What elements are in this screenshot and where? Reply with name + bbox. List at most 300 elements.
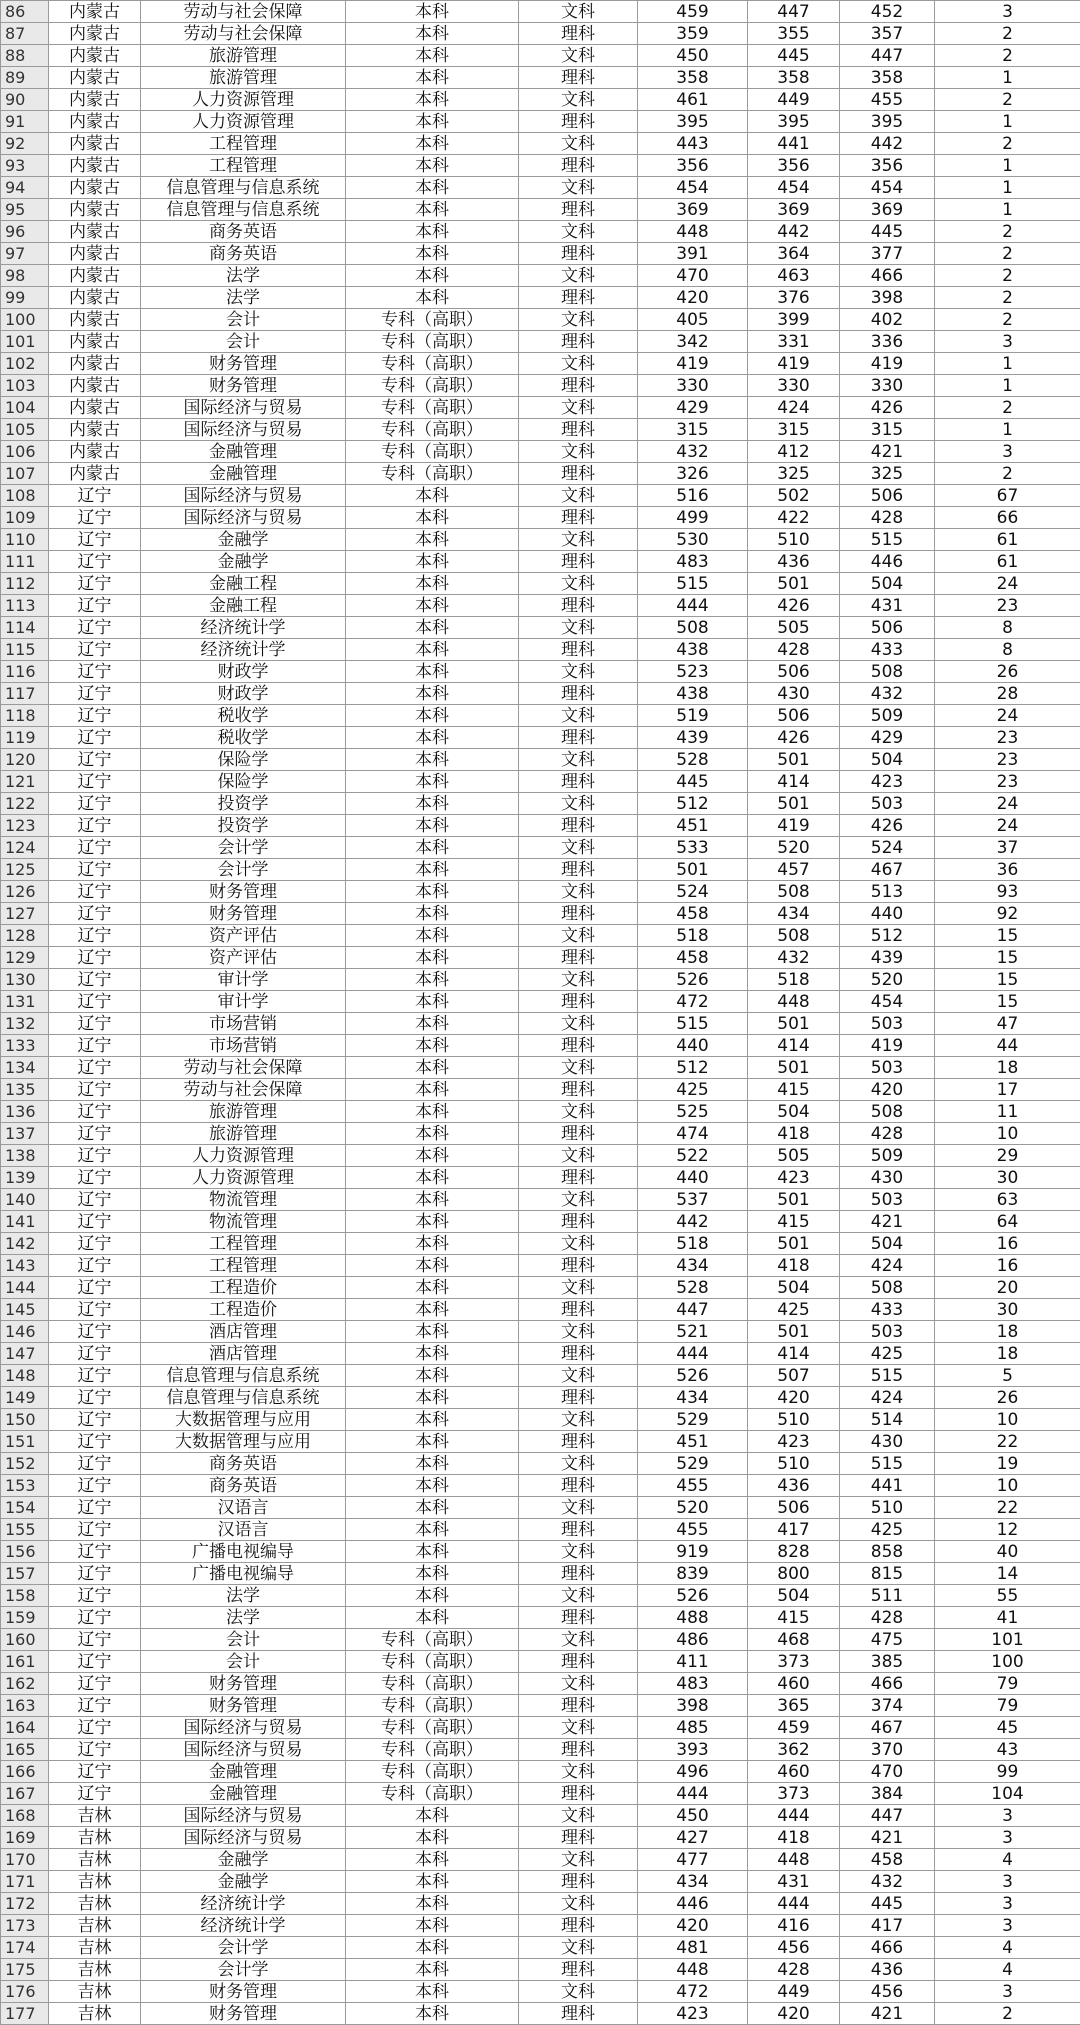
avg-score-cell[interactable]: 425 — [840, 1519, 935, 1541]
level-cell[interactable]: 本科 — [346, 617, 519, 639]
level-cell[interactable]: 专科（高职） — [346, 1629, 519, 1651]
level-cell[interactable]: 本科 — [346, 1255, 519, 1277]
level-cell[interactable]: 本科 — [346, 1805, 519, 1827]
min-score-cell[interactable]: 510 — [748, 529, 840, 551]
min-score-cell[interactable]: 416 — [748, 1915, 840, 1937]
min-score-cell[interactable]: 448 — [748, 991, 840, 1013]
count-cell[interactable]: 45 — [935, 1717, 1080, 1739]
table-row[interactable] — [1, 375, 1080, 397]
count-cell[interactable]: 1 — [935, 155, 1080, 177]
major-cell[interactable]: 财务管理 — [141, 353, 346, 375]
max-score-cell[interactable]: 501 — [638, 859, 748, 881]
max-score-cell[interactable]: 461 — [638, 89, 748, 111]
avg-score-cell[interactable]: 436 — [840, 1959, 935, 1981]
min-score-cell[interactable]: 426 — [748, 727, 840, 749]
avg-score-cell[interactable]: 504 — [840, 1233, 935, 1255]
max-score-cell[interactable]: 330 — [638, 375, 748, 397]
max-score-cell[interactable]: 515 — [638, 573, 748, 595]
count-cell[interactable]: 64 — [935, 1211, 1080, 1233]
table-row[interactable] — [1, 947, 1080, 969]
min-score-cell[interactable]: 520 — [748, 837, 840, 859]
province-cell[interactable]: 内蒙古 — [49, 397, 141, 419]
table-row[interactable] — [1, 507, 1080, 529]
table-row[interactable] — [1, 1871, 1080, 1893]
max-score-cell[interactable]: 521 — [638, 1321, 748, 1343]
level-cell[interactable]: 专科（高职） — [346, 1739, 519, 1761]
avg-score-cell[interactable]: 369 — [840, 199, 935, 221]
row-number[interactable]: 157 — [1, 1563, 49, 1585]
province-cell[interactable]: 内蒙古 — [49, 111, 141, 133]
province-cell[interactable]: 内蒙古 — [49, 133, 141, 155]
province-cell[interactable]: 内蒙古 — [49, 243, 141, 265]
category-cell[interactable]: 文科 — [519, 1233, 638, 1255]
category-cell[interactable]: 文科 — [519, 793, 638, 815]
max-score-cell[interactable]: 481 — [638, 1937, 748, 1959]
category-cell[interactable]: 文科 — [519, 881, 638, 903]
table-row[interactable] — [1, 243, 1080, 265]
row-number[interactable]: 121 — [1, 771, 49, 793]
min-score-cell[interactable]: 507 — [748, 1365, 840, 1387]
max-score-cell[interactable]: 359 — [638, 23, 748, 45]
category-cell[interactable]: 理科 — [519, 331, 638, 353]
row-number[interactable]: 93 — [1, 155, 49, 177]
province-cell[interactable]: 吉林 — [49, 1849, 141, 1871]
level-cell[interactable]: 本科 — [346, 925, 519, 947]
province-cell[interactable]: 内蒙古 — [49, 353, 141, 375]
province-cell[interactable]: 辽宁 — [49, 1277, 141, 1299]
category-cell[interactable]: 文科 — [519, 705, 638, 727]
row-number[interactable]: 176 — [1, 1981, 49, 2003]
avg-score-cell[interactable]: 429 — [840, 727, 935, 749]
avg-score-cell[interactable]: 466 — [840, 1937, 935, 1959]
major-cell[interactable]: 金融工程 — [141, 595, 346, 617]
row-number[interactable]: 98 — [1, 265, 49, 287]
count-cell[interactable]: 10 — [935, 1409, 1080, 1431]
major-cell[interactable]: 金融管理 — [141, 441, 346, 463]
level-cell[interactable]: 专科（高职） — [346, 463, 519, 485]
table-row[interactable] — [1, 1233, 1080, 1255]
table-row[interactable] — [1, 1563, 1080, 1585]
min-score-cell[interactable]: 506 — [748, 705, 840, 727]
min-score-cell[interactable]: 445 — [748, 45, 840, 67]
row-number[interactable]: 86 — [1, 1, 49, 23]
level-cell[interactable]: 本科 — [346, 265, 519, 287]
category-cell[interactable]: 理科 — [519, 111, 638, 133]
category-cell[interactable]: 理科 — [519, 727, 638, 749]
avg-score-cell[interactable]: 424 — [840, 1255, 935, 1277]
avg-score-cell[interactable]: 445 — [840, 1893, 935, 1915]
province-cell[interactable]: 辽宁 — [49, 1629, 141, 1651]
major-cell[interactable]: 资产评估 — [141, 947, 346, 969]
major-cell[interactable]: 信息管理与信息系统 — [141, 1387, 346, 1409]
table-row[interactable] — [1, 925, 1080, 947]
province-cell[interactable]: 吉林 — [49, 1871, 141, 1893]
table-row[interactable] — [1, 1145, 1080, 1167]
row-number[interactable]: 167 — [1, 1783, 49, 1805]
row-number[interactable]: 103 — [1, 375, 49, 397]
major-cell[interactable]: 劳动与社会保障 — [141, 1079, 346, 1101]
major-cell[interactable]: 人力资源管理 — [141, 1145, 346, 1167]
min-score-cell[interactable]: 325 — [748, 463, 840, 485]
row-number[interactable]: 116 — [1, 661, 49, 683]
province-cell[interactable]: 内蒙古 — [49, 89, 141, 111]
avg-score-cell[interactable]: 458 — [840, 1849, 935, 1871]
level-cell[interactable]: 本科 — [346, 1563, 519, 1585]
count-cell[interactable]: 43 — [935, 1739, 1080, 1761]
category-cell[interactable]: 理科 — [519, 1343, 638, 1365]
category-cell[interactable]: 理科 — [519, 463, 638, 485]
major-cell[interactable]: 经济统计学 — [141, 639, 346, 661]
province-cell[interactable]: 辽宁 — [49, 617, 141, 639]
max-score-cell[interactable]: 438 — [638, 639, 748, 661]
min-score-cell[interactable]: 501 — [748, 1233, 840, 1255]
category-cell[interactable]: 文科 — [519, 1893, 638, 1915]
avg-score-cell[interactable]: 467 — [840, 1717, 935, 1739]
count-cell[interactable]: 92 — [935, 903, 1080, 925]
category-cell[interactable]: 文科 — [519, 1497, 638, 1519]
category-cell[interactable]: 理科 — [519, 1211, 638, 1233]
province-cell[interactable]: 辽宁 — [49, 1563, 141, 1585]
min-score-cell[interactable]: 502 — [748, 485, 840, 507]
level-cell[interactable]: 本科 — [346, 661, 519, 683]
max-score-cell[interactable]: 526 — [638, 1365, 748, 1387]
avg-score-cell[interactable]: 445 — [840, 221, 935, 243]
row-number[interactable]: 88 — [1, 45, 49, 67]
max-score-cell[interactable]: 515 — [638, 1013, 748, 1035]
province-cell[interactable]: 辽宁 — [49, 1761, 141, 1783]
table-row[interactable] — [1, 1101, 1080, 1123]
row-number[interactable]: 96 — [1, 221, 49, 243]
level-cell[interactable]: 本科 — [346, 1937, 519, 1959]
table-row[interactable] — [1, 1673, 1080, 1695]
min-score-cell[interactable]: 399 — [748, 309, 840, 331]
count-cell[interactable]: 2 — [935, 89, 1080, 111]
province-cell[interactable]: 辽宁 — [49, 1585, 141, 1607]
count-cell[interactable]: 14 — [935, 1563, 1080, 1585]
avg-score-cell[interactable]: 440 — [840, 903, 935, 925]
category-cell[interactable]: 文科 — [519, 45, 638, 67]
major-cell[interactable]: 商务英语 — [141, 1453, 346, 1475]
table-row[interactable] — [1, 265, 1080, 287]
max-score-cell[interactable]: 526 — [638, 1585, 748, 1607]
category-cell[interactable]: 理科 — [519, 419, 638, 441]
category-cell[interactable]: 文科 — [519, 573, 638, 595]
row-number[interactable]: 114 — [1, 617, 49, 639]
category-cell[interactable]: 文科 — [519, 749, 638, 771]
table-row[interactable] — [1, 177, 1080, 199]
max-score-cell[interactable]: 499 — [638, 507, 748, 529]
avg-score-cell[interactable]: 428 — [840, 1123, 935, 1145]
avg-score-cell[interactable]: 402 — [840, 309, 935, 331]
table-row[interactable] — [1, 617, 1080, 639]
row-number[interactable]: 112 — [1, 573, 49, 595]
level-cell[interactable]: 本科 — [346, 1541, 519, 1563]
table-row[interactable] — [1, 45, 1080, 67]
avg-score-cell[interactable]: 424 — [840, 1387, 935, 1409]
row-number[interactable]: 113 — [1, 595, 49, 617]
level-cell[interactable]: 本科 — [346, 1123, 519, 1145]
level-cell[interactable]: 本科 — [346, 1211, 519, 1233]
category-cell[interactable]: 理科 — [519, 1959, 638, 1981]
max-score-cell[interactable]: 342 — [638, 331, 748, 353]
table-row[interactable] — [1, 969, 1080, 991]
category-cell[interactable]: 理科 — [519, 947, 638, 969]
level-cell[interactable]: 专科（高职） — [346, 1651, 519, 1673]
table-row[interactable] — [1, 881, 1080, 903]
province-cell[interactable]: 内蒙古 — [49, 1, 141, 23]
count-cell[interactable]: 19 — [935, 1453, 1080, 1475]
level-cell[interactable]: 专科（高职） — [346, 1761, 519, 1783]
major-cell[interactable]: 汉语言 — [141, 1519, 346, 1541]
category-cell[interactable]: 理科 — [519, 507, 638, 529]
level-cell[interactable]: 本科 — [346, 1585, 519, 1607]
avg-score-cell[interactable]: 356 — [840, 155, 935, 177]
province-cell[interactable]: 内蒙古 — [49, 287, 141, 309]
count-cell[interactable]: 3 — [935, 441, 1080, 463]
major-cell[interactable]: 劳动与社会保障 — [141, 23, 346, 45]
min-score-cell[interactable]: 417 — [748, 1519, 840, 1541]
count-cell[interactable]: 79 — [935, 1695, 1080, 1717]
province-cell[interactable]: 辽宁 — [49, 1035, 141, 1057]
level-cell[interactable]: 本科 — [346, 1607, 519, 1629]
max-score-cell[interactable]: 528 — [638, 749, 748, 771]
max-score-cell[interactable]: 496 — [638, 1761, 748, 1783]
min-score-cell[interactable]: 456 — [748, 1937, 840, 1959]
category-cell[interactable]: 文科 — [519, 1101, 638, 1123]
major-cell[interactable]: 会计学 — [141, 837, 346, 859]
province-cell[interactable]: 辽宁 — [49, 485, 141, 507]
province-cell[interactable]: 内蒙古 — [49, 463, 141, 485]
row-number[interactable]: 95 — [1, 199, 49, 221]
max-score-cell[interactable]: 451 — [638, 1431, 748, 1453]
avg-score-cell[interactable]: 452 — [840, 1, 935, 23]
major-cell[interactable]: 汉语言 — [141, 1497, 346, 1519]
count-cell[interactable]: 24 — [935, 815, 1080, 837]
category-cell[interactable]: 文科 — [519, 133, 638, 155]
min-score-cell[interactable]: 518 — [748, 969, 840, 991]
max-score-cell[interactable]: 369 — [638, 199, 748, 221]
max-score-cell[interactable]: 472 — [638, 1981, 748, 2003]
province-cell[interactable]: 内蒙古 — [49, 265, 141, 287]
row-number[interactable]: 162 — [1, 1673, 49, 1695]
table-row[interactable] — [1, 1739, 1080, 1761]
table-row[interactable] — [1, 463, 1080, 485]
table-row[interactable] — [1, 1695, 1080, 1717]
count-cell[interactable]: 22 — [935, 1431, 1080, 1453]
count-cell[interactable]: 1 — [935, 375, 1080, 397]
province-cell[interactable]: 内蒙古 — [49, 331, 141, 353]
level-cell[interactable]: 本科 — [346, 1497, 519, 1519]
max-score-cell[interactable]: 523 — [638, 661, 748, 683]
count-cell[interactable]: 36 — [935, 859, 1080, 881]
major-cell[interactable]: 财务管理 — [141, 1981, 346, 2003]
max-score-cell[interactable]: 438 — [638, 683, 748, 705]
max-score-cell[interactable]: 434 — [638, 1387, 748, 1409]
province-cell[interactable]: 辽宁 — [49, 837, 141, 859]
province-cell[interactable]: 辽宁 — [49, 1299, 141, 1321]
level-cell[interactable]: 本科 — [346, 1475, 519, 1497]
min-score-cell[interactable]: 505 — [748, 1145, 840, 1167]
table-row[interactable] — [1, 133, 1080, 155]
province-cell[interactable]: 辽宁 — [49, 639, 141, 661]
min-score-cell[interactable]: 418 — [748, 1827, 840, 1849]
count-cell[interactable]: 2 — [935, 221, 1080, 243]
level-cell[interactable]: 本科 — [346, 837, 519, 859]
count-cell[interactable]: 12 — [935, 1519, 1080, 1541]
province-cell[interactable]: 辽宁 — [49, 859, 141, 881]
province-cell[interactable]: 辽宁 — [49, 1365, 141, 1387]
count-cell[interactable]: 16 — [935, 1233, 1080, 1255]
min-score-cell[interactable]: 510 — [748, 1453, 840, 1475]
min-score-cell[interactable]: 436 — [748, 551, 840, 573]
major-cell[interactable]: 工程管理 — [141, 133, 346, 155]
avg-score-cell[interactable]: 421 — [840, 1211, 935, 1233]
category-cell[interactable]: 理科 — [519, 23, 638, 45]
category-cell[interactable]: 理科 — [519, 1827, 638, 1849]
category-cell[interactable]: 文科 — [519, 1761, 638, 1783]
table-row[interactable] — [1, 155, 1080, 177]
min-score-cell[interactable]: 415 — [748, 1079, 840, 1101]
level-cell[interactable]: 专科（高职） — [346, 1783, 519, 1805]
count-cell[interactable]: 2 — [935, 2003, 1080, 2025]
province-cell[interactable]: 吉林 — [49, 1937, 141, 1959]
min-score-cell[interactable]: 447 — [748, 1, 840, 23]
row-number[interactable]: 155 — [1, 1519, 49, 1541]
table-row[interactable] — [1, 353, 1080, 375]
table-row[interactable] — [1, 639, 1080, 661]
count-cell[interactable]: 15 — [935, 991, 1080, 1013]
category-cell[interactable]: 理科 — [519, 1607, 638, 1629]
province-cell[interactable]: 辽宁 — [49, 1013, 141, 1035]
major-cell[interactable]: 市场营销 — [141, 1013, 346, 1035]
major-cell[interactable]: 会计学 — [141, 1959, 346, 1981]
row-number[interactable]: 166 — [1, 1761, 49, 1783]
min-score-cell[interactable]: 414 — [748, 1343, 840, 1365]
count-cell[interactable]: 16 — [935, 1255, 1080, 1277]
min-score-cell[interactable]: 373 — [748, 1651, 840, 1673]
count-cell[interactable]: 3 — [935, 1827, 1080, 1849]
category-cell[interactable]: 文科 — [519, 617, 638, 639]
table-row[interactable] — [1, 309, 1080, 331]
row-number[interactable]: 140 — [1, 1189, 49, 1211]
max-score-cell[interactable]: 483 — [638, 1673, 748, 1695]
avg-score-cell[interactable]: 454 — [840, 177, 935, 199]
level-cell[interactable]: 本科 — [346, 1959, 519, 1981]
category-cell[interactable]: 文科 — [519, 1629, 638, 1651]
avg-score-cell[interactable]: 419 — [840, 1035, 935, 1057]
avg-score-cell[interactable]: 470 — [840, 1761, 935, 1783]
table-row[interactable] — [1, 1915, 1080, 1937]
level-cell[interactable]: 本科 — [346, 287, 519, 309]
table-row[interactable] — [1, 1057, 1080, 1079]
table-row[interactable] — [1, 749, 1080, 771]
row-number[interactable]: 139 — [1, 1167, 49, 1189]
table-row[interactable] — [1, 1321, 1080, 1343]
min-score-cell[interactable]: 501 — [748, 573, 840, 595]
row-number[interactable]: 128 — [1, 925, 49, 947]
table-row[interactable] — [1, 1761, 1080, 1783]
max-score-cell[interactable]: 393 — [638, 1739, 748, 1761]
major-cell[interactable]: 经济统计学 — [141, 1915, 346, 1937]
avg-score-cell[interactable]: 425 — [840, 1343, 935, 1365]
province-cell[interactable]: 辽宁 — [49, 1475, 141, 1497]
avg-score-cell[interactable]: 385 — [840, 1651, 935, 1673]
max-score-cell[interactable]: 459 — [638, 1, 748, 23]
level-cell[interactable]: 本科 — [346, 1849, 519, 1871]
count-cell[interactable]: 23 — [935, 727, 1080, 749]
count-cell[interactable]: 99 — [935, 1761, 1080, 1783]
category-cell[interactable]: 文科 — [519, 1981, 638, 2003]
category-cell[interactable]: 理科 — [519, 1695, 638, 1717]
min-score-cell[interactable]: 426 — [748, 595, 840, 617]
max-score-cell[interactable]: 423 — [638, 2003, 748, 2025]
avg-score-cell[interactable]: 509 — [840, 705, 935, 727]
max-score-cell[interactable]: 448 — [638, 1959, 748, 1981]
count-cell[interactable]: 4 — [935, 1849, 1080, 1871]
major-cell[interactable]: 审计学 — [141, 991, 346, 1013]
province-cell[interactable]: 内蒙古 — [49, 441, 141, 463]
row-number[interactable]: 175 — [1, 1959, 49, 1981]
max-score-cell[interactable]: 391 — [638, 243, 748, 265]
row-number[interactable]: 150 — [1, 1409, 49, 1431]
table-row[interactable] — [1, 1805, 1080, 1827]
max-score-cell[interactable]: 485 — [638, 1717, 748, 1739]
province-cell[interactable]: 内蒙古 — [49, 155, 141, 177]
level-cell[interactable]: 本科 — [346, 1343, 519, 1365]
level-cell[interactable]: 本科 — [346, 771, 519, 793]
level-cell[interactable]: 本科 — [346, 727, 519, 749]
avg-score-cell[interactable]: 515 — [840, 529, 935, 551]
row-number[interactable]: 105 — [1, 419, 49, 441]
category-cell[interactable]: 理科 — [519, 1519, 638, 1541]
min-score-cell[interactable]: 415 — [748, 1607, 840, 1629]
avg-score-cell[interactable]: 504 — [840, 749, 935, 771]
max-score-cell[interactable]: 512 — [638, 793, 748, 815]
min-score-cell[interactable]: 457 — [748, 859, 840, 881]
table-row[interactable] — [1, 1475, 1080, 1497]
table-row[interactable] — [1, 1453, 1080, 1475]
count-cell[interactable]: 1 — [935, 353, 1080, 375]
table-row[interactable] — [1, 1211, 1080, 1233]
count-cell[interactable]: 18 — [935, 1343, 1080, 1365]
table-row[interactable] — [1, 419, 1080, 441]
table-row[interactable] — [1, 1255, 1080, 1277]
min-score-cell[interactable]: 431 — [748, 1871, 840, 1893]
table-row[interactable] — [1, 1541, 1080, 1563]
level-cell[interactable]: 本科 — [346, 1013, 519, 1035]
province-cell[interactable]: 吉林 — [49, 1959, 141, 1981]
row-number[interactable]: 143 — [1, 1255, 49, 1277]
min-score-cell[interactable]: 460 — [748, 1761, 840, 1783]
row-number[interactable]: 131 — [1, 991, 49, 1013]
row-number[interactable]: 152 — [1, 1453, 49, 1475]
major-cell[interactable]: 人力资源管理 — [141, 111, 346, 133]
category-cell[interactable]: 文科 — [519, 1541, 638, 1563]
count-cell[interactable]: 100 — [935, 1651, 1080, 1673]
avg-score-cell[interactable]: 433 — [840, 639, 935, 661]
level-cell[interactable]: 本科 — [346, 1827, 519, 1849]
province-cell[interactable]: 辽宁 — [49, 1739, 141, 1761]
count-cell[interactable]: 2 — [935, 45, 1080, 67]
count-cell[interactable]: 8 — [935, 639, 1080, 661]
province-cell[interactable]: 辽宁 — [49, 1717, 141, 1739]
row-number[interactable]: 177 — [1, 2003, 49, 2025]
category-cell[interactable]: 文科 — [519, 265, 638, 287]
avg-score-cell[interactable]: 432 — [840, 683, 935, 705]
min-score-cell[interactable]: 364 — [748, 243, 840, 265]
max-score-cell[interactable]: 474 — [638, 1123, 748, 1145]
row-number[interactable]: 149 — [1, 1387, 49, 1409]
